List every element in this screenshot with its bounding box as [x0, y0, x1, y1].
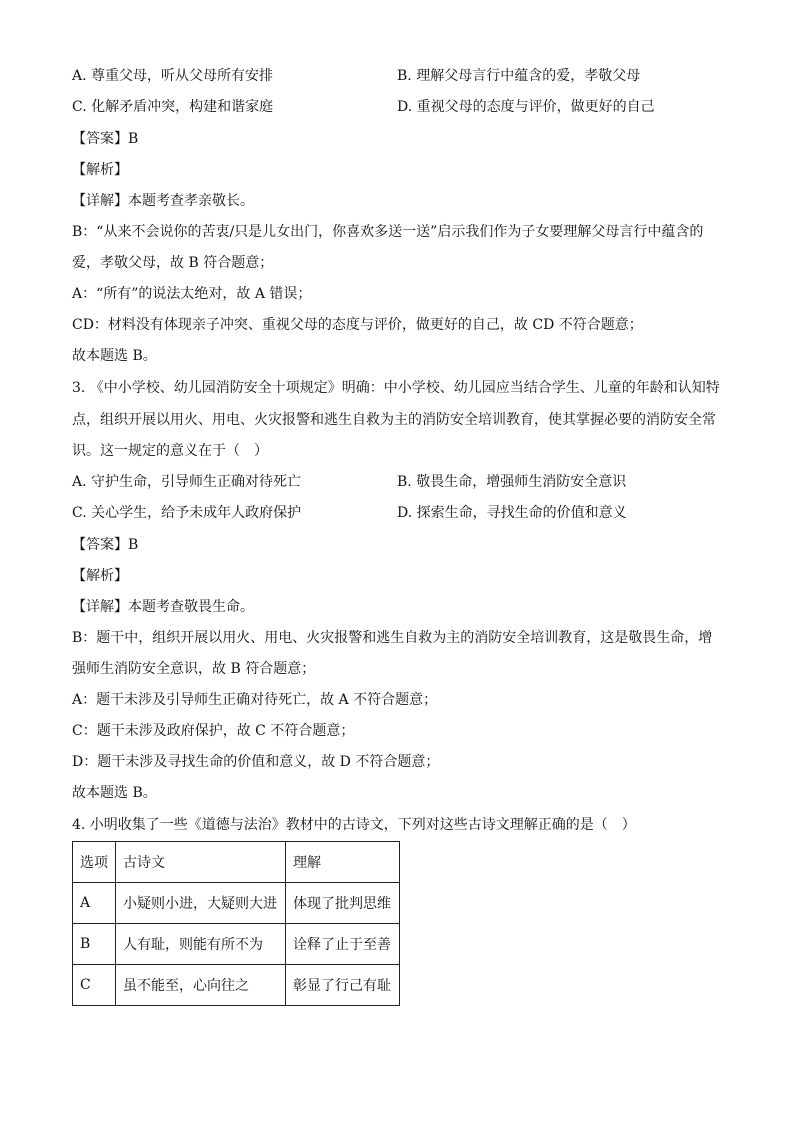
q3-option-a: A. 守护生命，引导师生正确对待死亡 — [72, 474, 302, 490]
q3-option-d: D. 探索生命，寻找生命的价值和意义 — [397, 505, 627, 521]
q3-explanation-line: 强师生消防安全意识，故 B 符合题意； — [72, 661, 316, 677]
q3-option-c: C. 关心学生，给予未成年人政府保护 — [72, 505, 302, 521]
q4-stem: 4. 小明收集了一些《道德与法治》教材中的古诗文，下列对这些古诗文理解正确的是（ ） — [72, 817, 636, 833]
q2-explanation-line: 故本题选 B。 — [72, 348, 157, 364]
table-header-cell: 选项 — [73, 842, 116, 883]
q2-option-d: D. 重视父母的态度与评价，做更好的自己 — [397, 99, 655, 115]
q2-detail: 【详解】本题考查孝亲敬长。 — [72, 193, 254, 209]
q3-explanation-line: B：题干中，组织开展以用火、用电、火灾报警和逃生自救为主的消防安全培训教育，这是敬畏生命，增 — [72, 630, 713, 646]
table-cell: A — [73, 883, 116, 924]
q3-stem-line: 点，组织开展以用火、用电、火灾报警和逃生自救为主的消防安全培训教育，使其掌握必要的消防安全常 — [72, 412, 716, 428]
table-cell: B — [73, 924, 116, 965]
q2-explanation-line: B：“从来不会说你的苦衷/只是儿女出门，你喜欢多送一送”启示我们作为子女要理解父母言行中蕴含的 — [72, 224, 704, 240]
q2-explanation-line: 爱，孝敬父母，故 B 符合题意； — [72, 255, 274, 271]
q4-table — [72, 841, 400, 1006]
q2-explanation-line: CD：材料没有体现亲子冲突、重视父母的态度与评价，做更好的自己，故 CD 不符合题意； — [72, 317, 643, 333]
table-header-cell: 古诗文 — [116, 842, 286, 883]
table-cell: C — [73, 965, 116, 1006]
table-header-cell: 理解 — [286, 842, 400, 883]
q3-explanation-line: C：题干未涉及政府保护，故 C 不符合题意； — [72, 723, 355, 739]
q3-explanation-line: A：题干未涉及引导师生正确对待死亡，故 A 不符合题意； — [72, 692, 438, 708]
q3-explanation-line: 故本题选 B。 — [72, 785, 157, 801]
q3-stem-line: 3. 《中小学校、幼儿园消防安全十项规定》明确：中小学校、幼儿园应当结合学生、儿童的年龄和认知特 — [72, 380, 720, 396]
q3-analysis-label: 【解析】 — [72, 568, 128, 584]
q3-option-b: B. 敬畏生命，增强师生消防安全意识 — [397, 474, 627, 490]
table-cell: 人有耻，则能有所不为 — [116, 924, 286, 965]
table-header-row — [73, 842, 400, 883]
table-cell: 体现了批判思维 — [286, 883, 400, 924]
table-row — [73, 883, 400, 924]
table-cell: 小疑则小进，大疑则大进 — [116, 883, 286, 924]
q2-option-a: A. 尊重父母，听从父母所有安排 — [72, 68, 274, 84]
q3-detail: 【详解】本题考查敬畏生命。 — [72, 599, 254, 615]
table-cell: 虽不能至，心向往之 — [116, 965, 286, 1006]
q3-answer: 【答案】B — [72, 537, 139, 553]
table-cell: 诠释了止于至善 — [286, 924, 400, 965]
q3-stem-line: 识。这一规定的意义在于（ ） — [72, 443, 268, 459]
q3-explanation-line: D：题干未涉及寻找生命的价值和意义，故 D 不符合题意； — [72, 754, 440, 770]
q2-analysis-label: 【解析】 — [72, 162, 128, 178]
q2-explanation-line: A：“所有”的说法太绝对，故 A 错误； — [72, 286, 312, 302]
q2-option-c: C. 化解矛盾冲突，构建和谐家庭 — [72, 99, 274, 115]
q2-answer: 【答案】B — [72, 131, 139, 147]
table-cell: 彰显了行己有耻 — [286, 965, 400, 1006]
table-row — [73, 965, 400, 1006]
table-row — [73, 924, 400, 965]
q2-option-b: B. 理解父母言行中蕴含的爱，孝敬父母 — [397, 68, 641, 84]
